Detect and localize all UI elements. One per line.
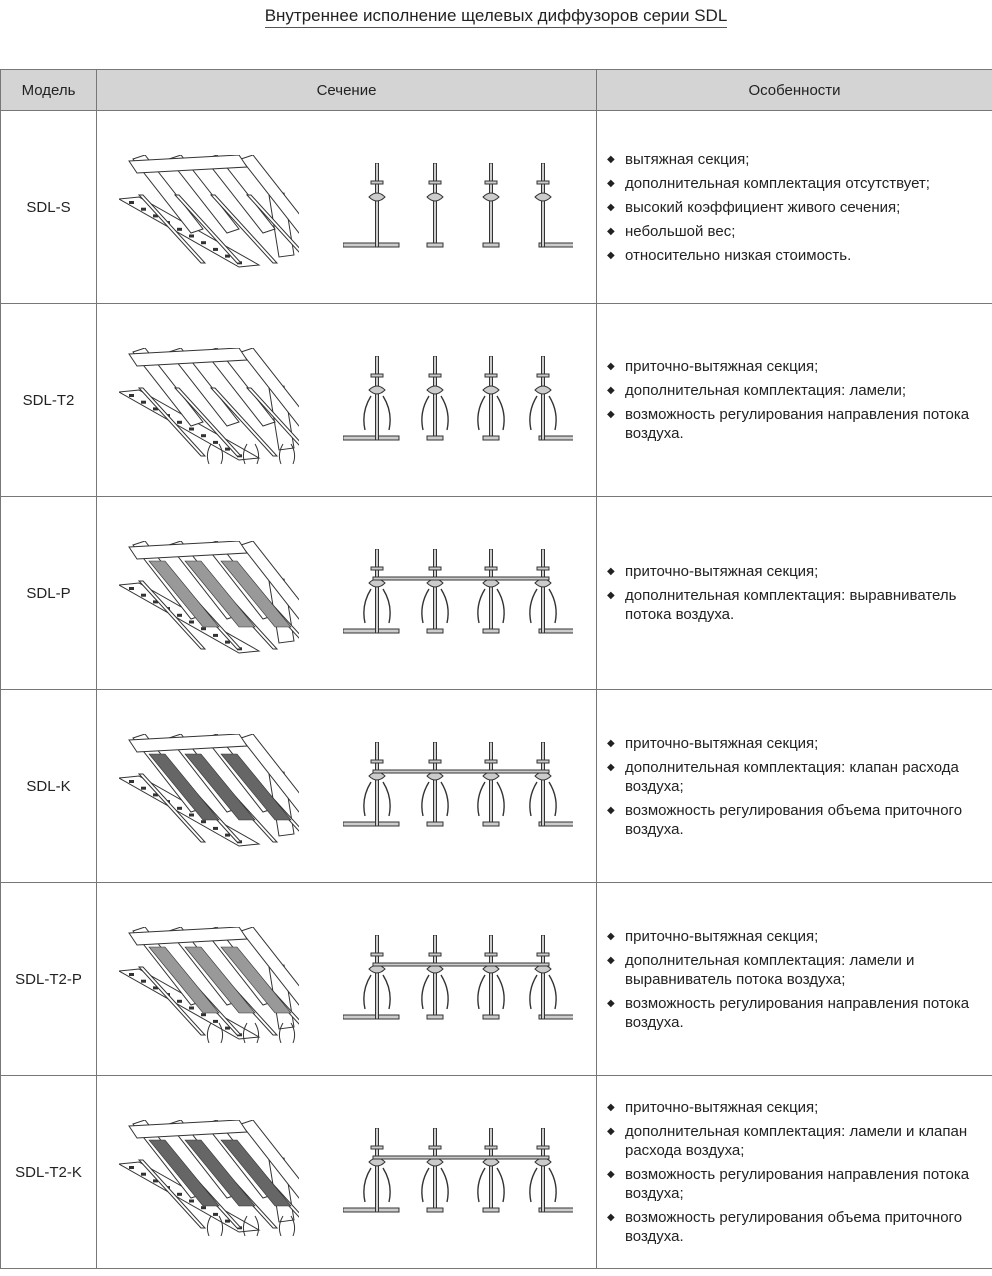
diamond-bullet-icon: ◆ xyxy=(607,804,615,816)
feature-text: относительно низкая стоимость. xyxy=(625,246,852,264)
list-item xyxy=(605,381,986,400)
features-cell xyxy=(597,690,992,883)
list-item xyxy=(605,734,986,753)
diffuser-isometric-drawing xyxy=(119,541,299,659)
header-section: Сечение xyxy=(97,70,597,111)
list-item xyxy=(605,562,986,581)
feature-text: дополнительная комплектация: клапан расхода воздуха; xyxy=(625,758,959,795)
diffuser-isometric-drawing xyxy=(119,1120,299,1238)
feature-text: вытяжная секция; xyxy=(625,150,750,168)
diamond-bullet-icon: ◆ xyxy=(607,1102,615,1113)
list-item xyxy=(605,951,986,989)
feature-text: приточно-вытяжная секция; xyxy=(625,927,819,945)
section-drawing-cell xyxy=(97,883,597,1076)
feature-text: высокий коэффициент живого сечения; xyxy=(625,198,901,216)
feature-text: возможность регулирования направления потока воздуха; xyxy=(625,1166,970,1202)
table-row xyxy=(1,111,992,304)
section-drawing-cell xyxy=(97,1076,597,1269)
diamond-bullet-icon: ◆ xyxy=(607,997,615,1009)
diffuser-isometric-drawing xyxy=(119,734,299,852)
page-title-text: Внутреннее исполнение щелевых диффузоров серии SDL xyxy=(265,6,728,28)
table-row xyxy=(1,690,992,883)
diamond-bullet-icon: ◆ xyxy=(607,566,615,577)
section-drawing-cell xyxy=(97,690,597,883)
features-cell xyxy=(597,304,992,497)
diffuser-cross-section-drawing xyxy=(343,935,573,1027)
diamond-bullet-icon: ◆ xyxy=(607,1212,615,1223)
model-name: SDL-K xyxy=(1,690,97,883)
list-item xyxy=(605,1098,986,1117)
feature-text: дополнительная комплектация отсутствует; xyxy=(625,174,930,192)
diamond-bullet-icon: ◆ xyxy=(607,201,615,213)
table-row xyxy=(1,883,992,1076)
spec-table xyxy=(0,69,992,1269)
model-name: SDL-T2-P xyxy=(1,883,97,1076)
features-cell xyxy=(597,1076,992,1269)
model-name: SDL-T2-K xyxy=(1,1076,97,1269)
feature-text: небольшой вес; xyxy=(625,222,736,240)
page-title xyxy=(0,6,992,26)
diamond-bullet-icon: ◆ xyxy=(607,385,615,396)
feature-text: дополнительная комплектация: ламели; xyxy=(625,382,907,399)
diffuser-cross-section-drawing xyxy=(343,163,573,255)
model-name: SDL-T2 xyxy=(1,304,97,497)
feature-text: возможность регулирования объема приточного воздуха. xyxy=(625,801,963,838)
features-list xyxy=(605,562,986,624)
table-row xyxy=(1,304,992,497)
list-item xyxy=(605,357,986,376)
diamond-bullet-icon: ◆ xyxy=(607,361,615,372)
table-row xyxy=(1,497,992,690)
diamond-bullet-icon: ◆ xyxy=(607,930,615,942)
features-cell xyxy=(597,111,992,304)
header-features: Особенности xyxy=(597,70,992,111)
diffuser-cross-section-drawing xyxy=(343,1128,573,1220)
features-list xyxy=(605,927,986,1032)
diamond-bullet-icon: ◆ xyxy=(607,225,615,237)
features-cell xyxy=(597,883,992,1076)
list-item xyxy=(605,801,986,839)
diamond-bullet-icon: ◆ xyxy=(607,409,615,420)
diffuser-cross-section-drawing xyxy=(343,742,573,834)
list-item xyxy=(605,586,986,624)
feature-text: приточно-вытяжная секция; xyxy=(625,358,819,375)
table-row xyxy=(1,1076,992,1269)
list-item xyxy=(605,174,986,193)
list-item xyxy=(605,246,986,265)
features-list xyxy=(605,150,986,265)
feature-text: дополнительная комплектация: ламели и клапан расхода воздуха; xyxy=(625,1123,968,1159)
diamond-bullet-icon: ◆ xyxy=(607,249,615,261)
diamond-bullet-icon: ◆ xyxy=(607,153,615,165)
list-item xyxy=(605,1208,986,1246)
diamond-bullet-icon: ◆ xyxy=(607,590,615,601)
feature-text: возможность регулирования направления потока воздуха. xyxy=(625,406,970,442)
diamond-bullet-icon: ◆ xyxy=(607,954,615,966)
table-header-row xyxy=(1,70,992,111)
model-name: SDL-S xyxy=(1,111,97,304)
section-drawing-cell xyxy=(97,497,597,690)
list-item xyxy=(605,405,986,443)
features-list xyxy=(605,357,986,443)
diffuser-isometric-drawing xyxy=(119,155,299,273)
feature-text: дополнительная комплектация: выравниватель потока воздуха. xyxy=(625,587,957,623)
diffuser-isometric-drawing xyxy=(119,348,299,466)
list-item xyxy=(605,222,986,241)
model-name: SDL-P xyxy=(1,497,97,690)
features-cell xyxy=(597,497,992,690)
feature-text: приточно-вытяжная секция; xyxy=(625,563,819,580)
diamond-bullet-icon: ◆ xyxy=(607,177,615,189)
list-item xyxy=(605,758,986,796)
feature-text: приточно-вытяжная секция; xyxy=(625,1099,819,1116)
diffuser-isometric-drawing xyxy=(119,927,299,1045)
diffuser-cross-section-drawing xyxy=(343,356,573,448)
features-list xyxy=(605,734,986,839)
section-drawing-cell xyxy=(97,111,597,304)
section-drawing-cell xyxy=(97,304,597,497)
diffuser-cross-section-drawing xyxy=(343,549,573,641)
list-item xyxy=(605,1165,986,1203)
features-list xyxy=(605,1098,986,1246)
list-item xyxy=(605,150,986,169)
feature-text: приточно-вытяжная секция; xyxy=(625,734,819,752)
diamond-bullet-icon: ◆ xyxy=(607,737,615,749)
feature-text: возможность регулирования направления потока воздуха. xyxy=(625,994,970,1031)
feature-text: возможность регулирования объема приточного воздуха. xyxy=(625,1209,963,1245)
diamond-bullet-icon: ◆ xyxy=(607,1169,615,1180)
diamond-bullet-icon: ◆ xyxy=(607,761,615,773)
diamond-bullet-icon: ◆ xyxy=(607,1126,615,1137)
list-item xyxy=(605,1122,986,1160)
list-item xyxy=(605,198,986,217)
feature-text: дополнительная комплектация: ламели и выравниватель потока воздуха; xyxy=(625,951,915,988)
list-item xyxy=(605,994,986,1032)
header-model: Модель xyxy=(1,70,97,111)
list-item xyxy=(605,927,986,946)
